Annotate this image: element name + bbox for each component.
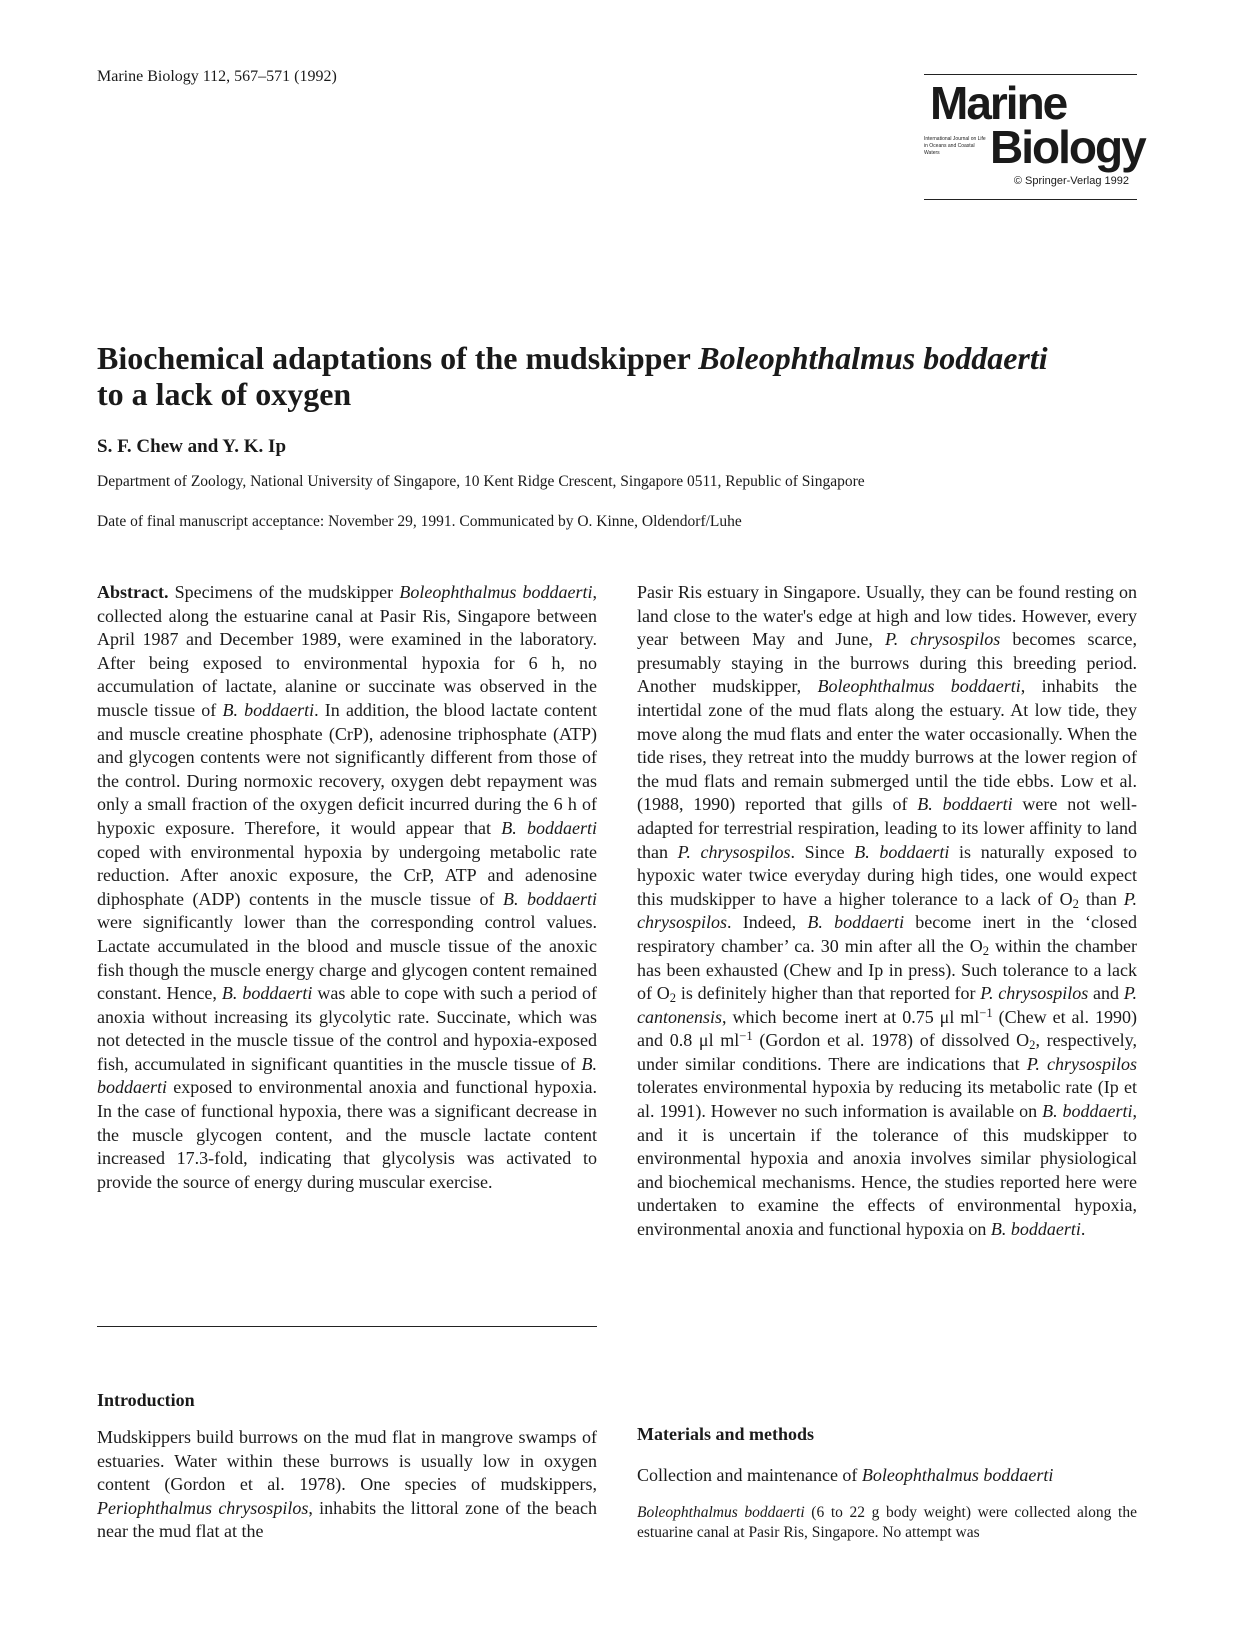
right-column-text: Pasir Ris estuary in Singapore. Usually, they can be found resting on land close to the water's edge at high and low tides. However, every year between May and June, P. chrysospilos becomes scarce, presumably staying in the burrows during this breeding period. Another mudskipper, Boleophthalmus boddaerti, inhabits the intertidal zone of the mud flats along the estuary. At low tide, they move along the mud flats and enter the water occasionally. When the tide rises, they retreat into the muddy burrows at the lower region of the mud flats and remain submerged until the tide ebbs. Low et al. (1988, 1990) reported that gills of B. boddaerti were not well-adapted for terrestrial respiration, leading to its lower affinity to land than P. chrysospilos. Since B. boddaerti is naturally exposed to hypoxic water twice everyday during high tides, one would expect this mudskipper to have a higher tolerance to a lack of $O_2$ than P. chrysospilos. Indeed, B. boddaerti become inert in the ‘closed respiratory chamber’ ca. 30 min after all the $O_2$ within the chamber has been exhausted (Chew and Ip in press). Such tolerance to a lack of $O_2$ is definitely higher than that reported for P. chrysospilos and P. cantonensis, which become inert at 0.75 μl $ml^{-1}$ (Chew et al. 1990) and 0.8 μl $ml^{-1}$ (Gordon et al. 1978) of dissolved $O_2$, respectively, under similar conditions. There are indications that P. chrysospilos tolerates environmental hypoxia by reducing its metabolic rate (Ip et al. 1991). However no such information is available on B. boddaerti, and it is uncertain if the tolerance of this mudskipper to environmental hypoxia and anoxia involves similar physiological and biochemical mechanisms. Hence, the studies reported here were undertaken to examine the effects of environmental hypoxia, environmental anoxia and functional hypoxia on B. boddaerti.	[637, 582, 1137, 1240]
logo-copyright: © Springer-Verlag 1992	[1013, 175, 1129, 187]
introduction-text: Mudskippers build burrows on the mud flat in mangrove swamps of estuaries. Water within these burrows is usually low in oxygen content (Gordon et al. 1978). One species of mudskippers, Periophthalmus chrysospilos, inhabits the littoral zone of the beach near the mud flat at the	[97, 1427, 598, 1542]
authors: S. F. Chew and Y. K. Ip	[97, 436, 287, 457]
abstract-divider	[97, 1326, 597, 1327]
methods-heading: Materials and methods	[637, 1424, 814, 1444]
journal-citation: Marine Biology 112, 567–571 (1992)	[97, 68, 337, 85]
logo-bottom-rule	[924, 199, 1137, 200]
abstract: Abstract. Specimens of the mudskipper Boleophthalmus boddaerti, collected along the estuarine canal at Pasir Ris, Singapore between April 1987 and December 1989, were examined in the laboratory. After being exposed to environmental hypoxia for 6 h, no accumulation of lactate, alanine or succinate was observed in the muscle tissue of B. boddaerti. In addition, the blood lactate content and muscle creatine phosphate (CrP), adenosine triphosphate (ATP) and glycogen contents were not significantly different from those of the control. During normoxic recovery, oxygen debt repayment was only a small fraction of the oxygen deficit incurred during the 6 h of hypoxic exposure. Therefore, it would appear that B. boddaerti coped with environmental hypoxia by undergoing metabolic rate reduction. After anoxic exposure, the CrP, ATP and adenosine diphosphate (ADP) contents in the muscle tissue of B. boddaerti were significantly lower than the corresponding control values. Lactate accumulated in the blood and muscle tissue of the anoxic fish though the muscle energy charge and glycogen content remained constant. Hence, B. boddaerti was able to cope with such a period of anoxia without increasing its glycolytic rate. Succinate, which was not detected in the muscle tissue of the control and hypoxia-exposed fish, accumulated in significant quantities in the muscle tissue of B. boddaerti exposed to environmental anoxia and functional hypoxia. In the case of functional hypoxia, there was a significant decrease in the muscle glycogen content, and the muscle lactate content increased 17.3-fold, indicating that glycolysis was activated to provide the source of energy during muscular exercise.	[97, 582, 598, 1192]
methods-text: Boleophthalmus boddaerti (6 to 22 g body weight) were collected along the estuarine canal at Pasir Ris, Singapore. No attempt was	[637, 1504, 1137, 1541]
logo-marine: Marine	[930, 77, 1067, 129]
logo-tagline: International Journal on Life in Oceans and Coastal Waters	[924, 136, 986, 156]
methods-subheading: Collection and maintenance of Boleophthalmus boddaerti	[637, 1465, 1054, 1485]
logo-biology: Biology	[990, 121, 1145, 173]
logo-top-rule	[924, 74, 1137, 75]
abstract-label: Abstract.	[97, 582, 169, 602]
article-title: Biochemical adaptations of the mudskipper Boleophthalmus boddaerti to a lack of oxygen	[97, 340, 1048, 412]
introduction-heading: Introduction	[97, 1390, 195, 1410]
affiliation: Department of Zoology, National University of Singapore, 10 Kent Ridge Crescent, Singapore 0511, Republic of Singapore	[97, 473, 865, 490]
manuscript-dates: Date of final manuscript acceptance: November 29, 1991. Communicated by O. Kinne, Oldendorf/Luhe	[97, 513, 742, 530]
